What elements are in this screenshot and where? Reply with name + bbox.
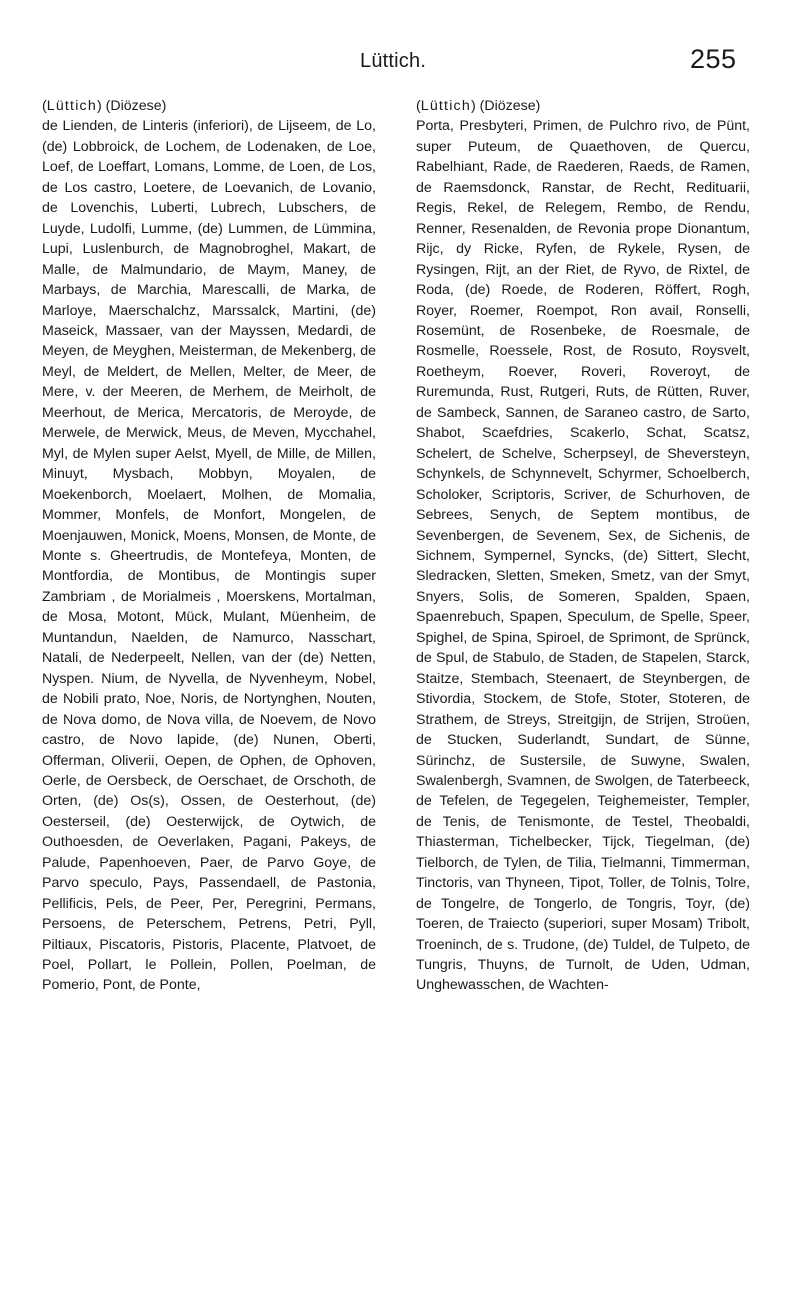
page-number: 255 <box>690 44 737 74</box>
running-head: Lüttich. <box>360 50 427 72</box>
column-heading-note: (Diözese) <box>479 98 541 114</box>
column-body-text: de Lienden, de Linteris (inferiori), de Lijseem, de Lo, (de) Lobbroick, de Lochem, de Lodenaken, de Loe, Loef, de Loeffart, Lomans, Lomme, de Loen, de Los, de Los castro, Loetere, de Loevanich, de Lovanio, de Lovenchis, Luberti, Lubrech, Lubschers, de Luyde, Ludolfi, Lumme, (de) Lummen, de Lümmina, Lupi, Luslenburch, de Magnobroghel, Makart, de Malle, de Malmundario, de Maym, Maney, de Marbays, de Marchia, Marescalli, de Marka, de Marloye, Maerschalchz, Marssalck, Martini, (de) Maseick, Massaer, van der Mayssen, Medardi, de Meyen, de Meyghen, Meisterman, de Mekenberg, de Meyl, de Meldert, de Mellen, Melter, de Meer, de Mere, v. der Meeren, de Merhem, de Meirholt, de Meerhout, de Merica, Mercatoris, de Meroyde, de Merwele, de Merwick, Meus, de Meven, Mycchahel, Myl, de Mylen super Aelst, Myell, de Mille, de Millen, Minuyt, Mysbach, Mobbyn, Moyalen, de Moekenborch, Moelaert, Molhen, de Momalia, Mommer, Monfels, de Monfort, Mongelen, de Moenjauwen, Monick, Moens, Monsen, de Monte, de Monte s. Gheertrudis, de Montefeya, Monten, de Montfordia, de Montibus, de Montingis super Zambriam , de Morialmeis , Moerskens, Mortalman, de Mosa, Motont, Mück, Mulant, Müenheim, de Muntandun, Naelden, de Namurco, Nasschart, Natali, de Nederpeelt, Nellen, van der (de) Netten, Nyspen. Nium, de Nyvella, de Nyvenheym, Nobel, de Nobili prato, Noe, Noris, de Nortynghen, Nouten, de Nova domo, de Nova villa, de Noevem, de Novo castro, de Novo lapide, (de) Nunen, Oberti, Offerman, Oliverii, Oepen, de Ophen, de Ophoven, Oerle, de Oersbeck, de Oerschaet, de Orschoth, de Orten, (de) Os(s), Ossen, de Oesterhout, (de) Oesterseil, (de) Oesterwijck, de Oytwich, de Outhoesden, de Oeverlaken, Pagani, Pakeys, de Palude, Papenhoeven, Paer, de Parvo Goye, de Parvo speculo, Pays, Passendaell, de Pastonia, Pellificis, Pels, de Peer, Per, Peregrini, Permans, Persoens, de Peterschem, Petrens, Petri, Pyll, Piltiaux, Piscatoris, Pistoris, Placente, Platvoet, de Poel, Pollart, le Pollein, Pollen, Poelman, de Pomerio, Pont, de Ponte, <box>42 118 376 994</box>
column-heading: (Lüttich) (Diözese) <box>416 98 541 114</box>
column-heading-city: Lüttich <box>46 98 97 114</box>
column-heading: (Lüttich) (Diözese) <box>42 98 167 114</box>
column-body-text: Porta, Presbyteri, Primen, de Pulchro rivo, de Pünt, super Puteum, de Quaethoven, de Quercu, Rabelhiant, Rade, de Raederen, Raeds, de Ramen, de Raemsdonck, Ranstar, de Recht, Redituarii, Regis, Rekel, de Relegem, Rembo, de Rendu, Renner, Resenalden, de Revonia prope Dionantum, Rijc, dy Ricke, Ryfen, de Rykele, Rysen, de Rysingen, Rijt, an der Riet, de Ryvo, de Rixtel, de Roda, (de) Roede, de Roderen, Röffert, Rogh, Royer, Roemer, Roempot, Ron avail, Ronselli, Rosemünt, de Rosenbeke, de Roesmale, de Rosmelle, Roessele, Rost, de Rosuto, Roysvelt, Roetheym, Roever, Roveri, Roveroyt, de Ruremunda, Rust, Rutgeri, Ruts, de Rütten, Ruver, de Sambeck, Sannen, de Saraneo castro, de Sarto, Shabot, Scaefdries, Scakerlo, Schat, Scatsz, Schelert, de Schelve, Scherpseyl, de Sheversteyn, Schynkels, de Schynnevelt, Schyrmer, Schoelberch, Scholoker, Scriptoris, Scriver, de Schurhoven, de Sebrees, Senych, de Septem montibus, de Sevenbergen, de Sevenem, Sex, de Sichenis, de Sichnem, Sympernel, Syncks, (de) Sittert, Slecht, Sledracken, Sletten, Smeken, Smetz, van der Smyt, Snyers, Solis, de Someren, Spalden, Spaen, Spaenrebuch, Spapen, Speculum, de Spelle, Speer, Spighel, de Spina, Spiroel, de Sprimont, de Sprünck, de Spul, de Stabulo, de Staden, de Stapelen, Starck, Staitze, Stembach, Steenaert, de Steynbergen, de Stivordia, Stockem, de Stofe, Stoter, Stoteren, de Strathem, de Streys, Streitgijn, de Strijen, Stroüen, de Stucken, Suderlandt, Sundart, de Sünne, Sürinchz, de Sustersile, de Suwyne, Swalen, Swalenbergh, Svamnen, de Swolgen, de Taterbeeck, de Tefelen, de Tegegelen, Teighemeister, Templer, de Tenis, de Tenismonte, de Testel, Theobaldi, Thiasterman, Tichelbecker, Tijck, Tiegelman, (de) Tielborch, de Tylen, de Tilia, Tielmanni, Timmerman, Tinctoris, van Thyneen, Tipot, Toller, de Tolnis, Tolre, de Tongelre, de Tongerlo, de Tongris, Toyr, (de) Toeren, de Traiecto (superiori, super Mosam) Tribolt, Troeninch, de s. Trudone, (de) Tuldel, de Tulpeto, de Tungris, Thuyns, de Turnolt, de Uden, Udman, Unghewasschen, de Wachten- <box>416 118 750 994</box>
text-column-right <box>416 96 750 996</box>
text-column-left <box>42 96 376 996</box>
column-heading-note: (Diözese) <box>105 98 167 114</box>
column-heading-city: Lüttich <box>420 98 471 114</box>
page-header <box>0 0 800 84</box>
